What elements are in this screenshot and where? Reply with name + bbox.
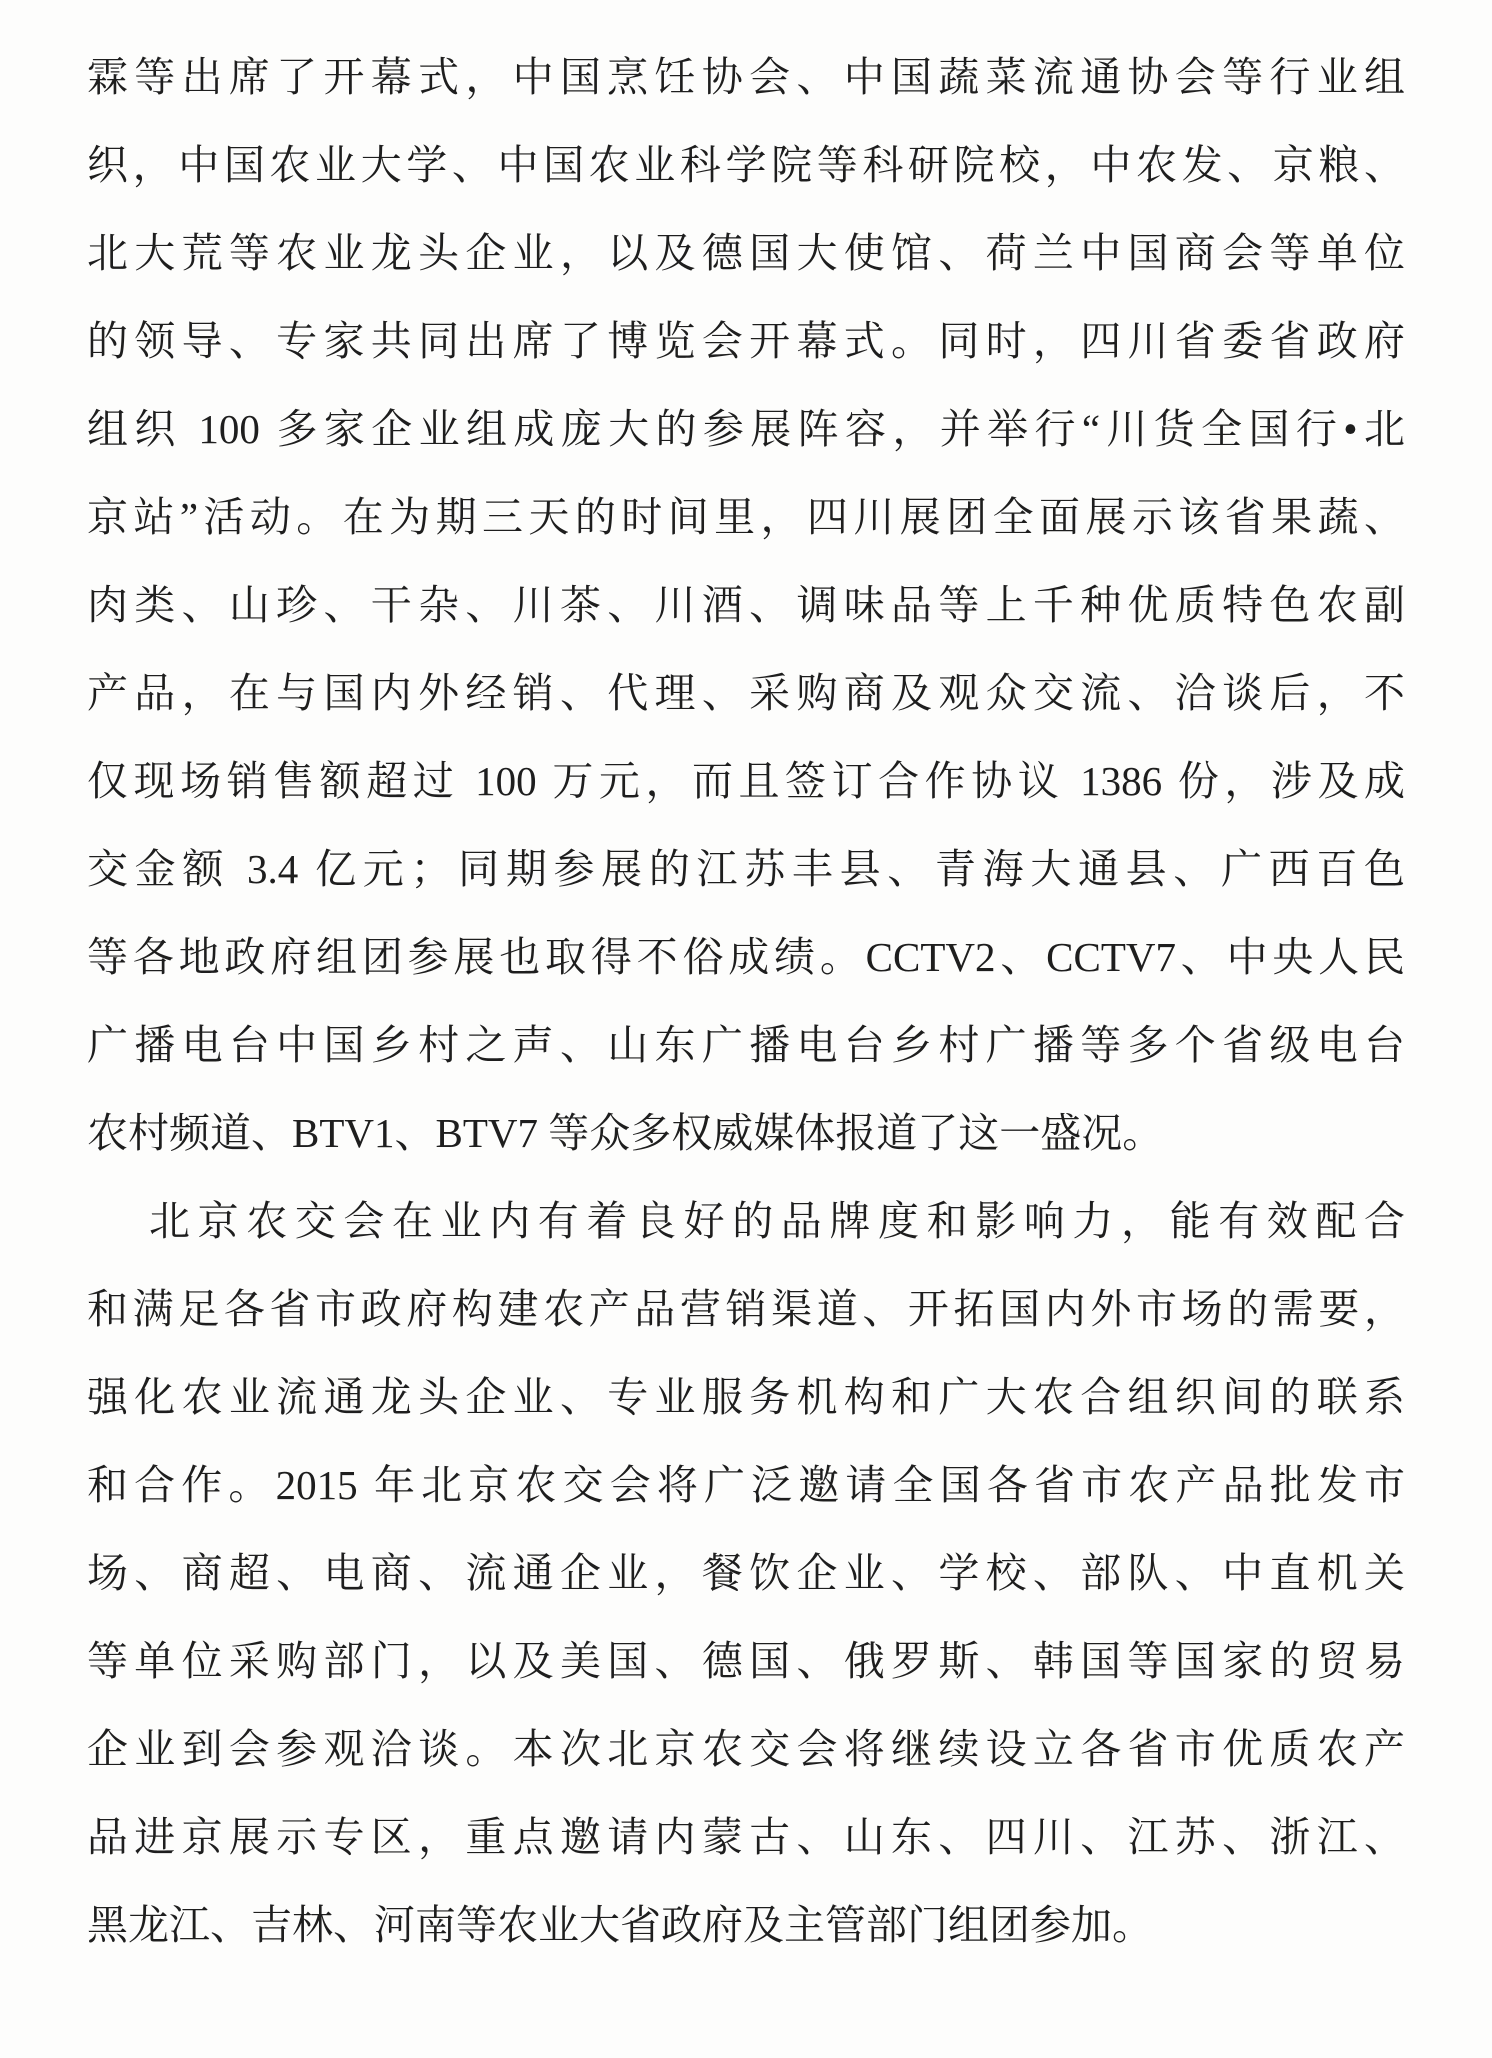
text-line: 京站”活动。在为期三天的时间里，四川展团全面展示该省果蔬、 <box>87 494 1405 540</box>
text-line: 企业到会参观洽谈。本次北京农交会将继续设立各省市优质农产 <box>87 1726 1405 1772</box>
text-line: 等单位采购部门，以及美国、德国、俄罗斯、韩国等国家的贸易 <box>87 1638 1405 1684</box>
text-line: 北京农交会在业内有着良好的品牌度和影响力，能有效配合 <box>149 1198 1405 1244</box>
text-line: 北大荒等农业龙头企业，以及德国大使馆、荷兰中国商会等单位 <box>87 230 1405 276</box>
text-line: 肉类、山珍、干杂、川茶、川酒、调味品等上千种优质特色农副 <box>87 582 1405 628</box>
text-line: 等各地政府组团参展也取得不俗成绩。CCTV2、CCTV7、中央人民 <box>87 934 1405 980</box>
text-line: 黑龙江、吉林、河南等农业大省政府及主管部门组团参加。 <box>87 1902 1153 1948</box>
text-line: 霖等出席了开幕式，中国烹饪协会、中国蔬菜流通协会等行业组 <box>87 54 1405 100</box>
document-body <box>87 33 1405 1969</box>
text-line: 和满足各省市政府构建农产品营销渠道、开拓国内外市场的需要， <box>87 1286 1405 1332</box>
text-line: 仅现场销售额超过 100 万元，而且签订合作协议 1386 份，涉及成 <box>87 758 1405 804</box>
text-line: 农村频道、BTV1、BTV7 等众多权威媒体报道了这一盛况。 <box>87 1110 1164 1156</box>
text-line: 广播电台中国乡村之声、山东广播电台乡村广播等多个省级电台 <box>87 1022 1405 1068</box>
text-line: 强化农业流通龙头企业、专业服务机构和广大农合组织间的联系 <box>87 1374 1405 1420</box>
text-line: 场、商超、电商、流通企业，餐饮企业、学校、部队、中直机关 <box>87 1550 1405 1596</box>
text-line: 组织 100 多家企业组成庞大的参展阵容，并举行“川货全国行•北 <box>87 406 1405 452</box>
text-line: 品进京展示专区，重点邀请内蒙古、山东、四川、江苏、浙江、 <box>87 1814 1405 1860</box>
text-line: 交金额 3.4 亿元；同期参展的江苏丰县、青海大通县、广西百色 <box>87 846 1405 892</box>
text-line: 和合作。2015 年北京农交会将广泛邀请全国各省市农产品批发市 <box>87 1462 1405 1508</box>
text-line: 产品，在与国内外经销、代理、采购商及观众交流、洽谈后，不 <box>87 670 1405 716</box>
text-line: 织，中国农业大学、中国农业科学院等科研院校，中农发、京粮、 <box>87 142 1405 188</box>
text-line: 的领导、专家共同出席了博览会开幕式。同时，四川省委省政府 <box>87 318 1405 364</box>
